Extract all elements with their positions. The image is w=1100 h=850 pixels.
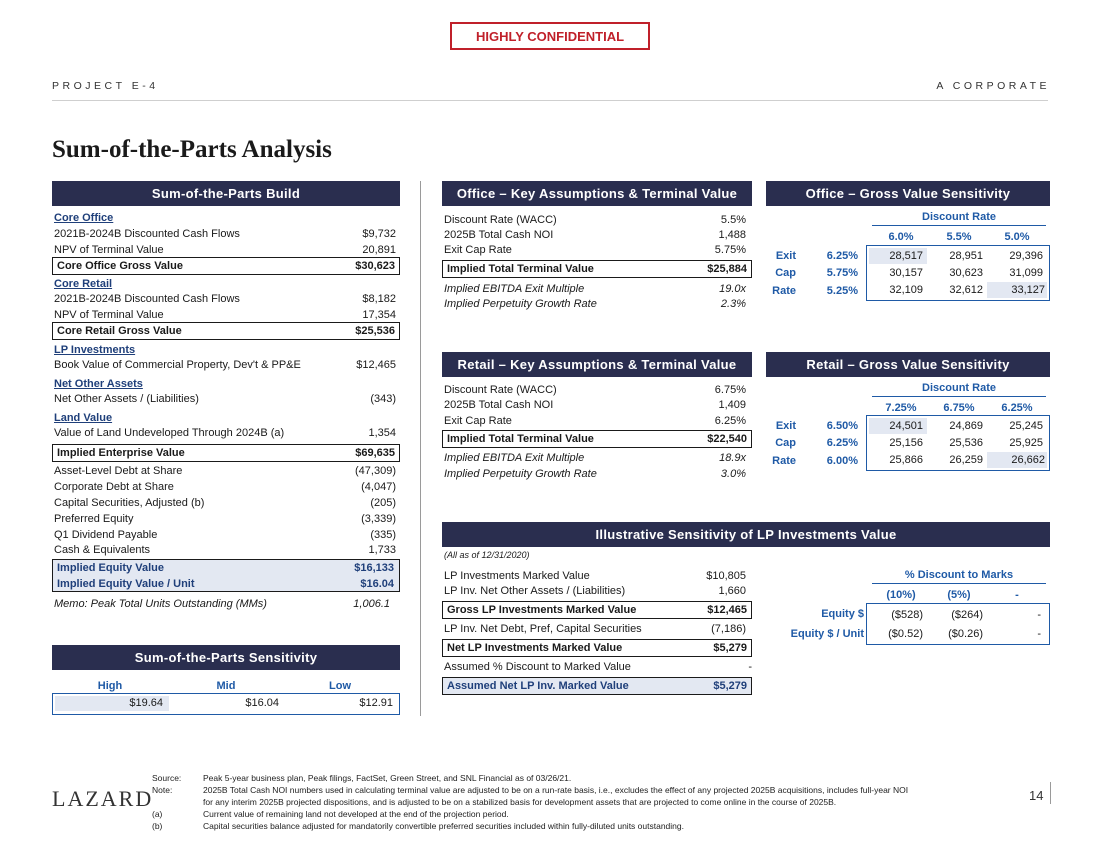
- page-number: 14: [1029, 788, 1044, 803]
- retail-sens-row-label: Rate: [772, 455, 796, 467]
- list-item: Implied Perpetuity Growth Rate 2.3%: [444, 298, 746, 310]
- retail-sens-rate: 6.25%: [826, 437, 858, 449]
- retail-sens-cell: 25,536: [949, 437, 983, 449]
- footnote-key: (a): [152, 809, 163, 819]
- lp-discount-grid: [866, 603, 1050, 645]
- retail-sens-rate: 6.00%: [826, 455, 858, 467]
- confidential-banner: HIGHLY CONFIDENTIAL: [450, 22, 650, 50]
- office-sens-rate: 5.75%: [826, 267, 858, 279]
- office-sens-cell: 33,127: [987, 282, 1047, 298]
- office-sens-row-label: Rate: [772, 285, 796, 297]
- sotp-sens-mid-value: $16.04: [245, 697, 279, 709]
- page-title: Sum-of-the-Parts Analysis: [52, 136, 332, 163]
- lp-discount-row-label: Equity $: [821, 608, 864, 620]
- retail-sens-grid: [866, 415, 1050, 471]
- footnote-text: 2025B Total Cash NOI numbers used in calculating terminal value are adjusted to be on a run-rate basis, i.e., excludes the effect of any projected 2025B acquisitions, includes full-year NOI: [203, 785, 909, 795]
- list-item: NPV of Terminal Value 17,354: [54, 309, 396, 321]
- sotp-sens-grid: [52, 693, 400, 715]
- office-sensitivity-heading: Office – Gross Value Sensitivity: [766, 181, 1050, 206]
- lp-net-total: Net LP Investments Marked Value $5,279: [442, 639, 752, 657]
- lp-discount-cell: -: [1037, 609, 1041, 621]
- list-item: Corporate Debt at Share (4,047): [54, 481, 396, 493]
- list-item: Asset-Level Debt at Share (47,309): [54, 465, 396, 477]
- list-item: Preferred Equity (3,339): [54, 513, 396, 525]
- retail-sens-rule: [872, 396, 1046, 397]
- equity-per-unit-row: Implied Equity Value / Unit $16.04: [57, 578, 394, 590]
- office-terminal-total: Implied Total Terminal Value $25,884: [442, 260, 752, 278]
- list-item: 2021B-2024B Discounted Cash Flows $9,732: [54, 228, 396, 240]
- sotp-sens-col-mid: Mid: [216, 680, 236, 692]
- memo-row: Memo: Peak Total Units Outstanding (MMs) 1,006.1: [54, 598, 390, 610]
- retail-sensitivity-heading: Retail – Gross Value Sensitivity: [766, 352, 1050, 377]
- list-item: Cash & Equivalents 1,733: [54, 544, 396, 556]
- net-other-assets-label: Net Other Assets: [54, 378, 143, 390]
- list-item: 2025B Total Cash NOI 1,488: [444, 229, 746, 241]
- office-sens-cell: 31,099: [1009, 267, 1043, 279]
- retail-sens-col-header: Discount Rate: [922, 382, 996, 394]
- equity-value-box: [52, 559, 400, 592]
- retail-sens-col: 7.25%: [885, 402, 917, 414]
- list-item: Q1 Dividend Payable (335): [54, 529, 396, 541]
- core-office-total: Core Office Gross Value $30,623: [52, 257, 400, 275]
- lp-discount-col: (10%): [886, 589, 916, 601]
- list-item: Book Value of Commercial Property, Dev't & PP&E $12,465: [54, 359, 396, 371]
- enterprise-value-total: Implied Enterprise Value $69,635: [52, 444, 400, 462]
- lp-assumed-total: Assumed Net LP Inv. Marked Value $5,279: [442, 677, 752, 695]
- page-number-divider: [1050, 782, 1051, 804]
- lp-discount-row-label: Equity $ / Unit: [790, 628, 864, 640]
- lp-discount-rule: [872, 583, 1046, 584]
- office-sens-rule: [872, 225, 1046, 226]
- column-divider: [420, 181, 421, 716]
- lp-discount-col: (5%): [947, 589, 971, 601]
- office-sens-cell: 28,517: [869, 248, 927, 264]
- retail-terminal-total: Implied Total Terminal Value $22,540: [442, 430, 752, 448]
- retail-sens-row-label: Cap: [775, 437, 796, 449]
- sotp-sensitivity-heading: Sum-of-the-Parts Sensitivity: [52, 645, 400, 670]
- list-item: 2025B Total Cash NOI 1,409: [444, 399, 746, 411]
- lp-discount-cell: -: [1037, 628, 1041, 640]
- office-sens-col: 6.0%: [888, 231, 914, 243]
- retail-sens-cell: 24,869: [949, 420, 983, 432]
- retail-sens-cell: 25,245: [1009, 420, 1043, 432]
- lp-gross-total: Gross LP Investments Marked Value $12,465: [442, 601, 752, 619]
- office-sens-row-label: Exit: [775, 250, 796, 262]
- list-item: LP Investments Marked Value $10,805: [444, 570, 746, 582]
- list-item: LP Inv. Net Debt, Pref, Capital Securities (7,186): [444, 623, 746, 635]
- retail-sens-row-label: Exit: [775, 420, 796, 432]
- office-sens-cell: 30,623: [949, 267, 983, 279]
- office-sens-cell: 32,612: [949, 284, 983, 296]
- company-name: A CORPORATE: [936, 80, 1050, 92]
- retail-assumptions-heading: Retail – Key Assumptions & Terminal Value: [442, 352, 752, 377]
- footnote-text: Peak 5-year business plan, Peak filings, FactSet, Green Street, and SNL Financial as of 03/26/21.: [203, 773, 572, 783]
- core-retail-total: Core Retail Gross Value $25,536: [52, 322, 400, 340]
- office-sens-rate: 6.25%: [826, 250, 858, 262]
- retail-sens-cell: 26,662: [987, 452, 1047, 468]
- sotp-sens-col-high: High: [97, 680, 123, 692]
- office-sens-row-label: Cap: [775, 267, 796, 279]
- lazard-logo: LAZARD: [52, 786, 154, 811]
- list-item: Net Other Assets / (Liabilities) (343): [54, 393, 396, 405]
- lp-discount-cell: ($528): [891, 609, 923, 621]
- office-sens-rate: 5.25%: [826, 285, 858, 297]
- retail-sens-col: 6.25%: [1001, 402, 1033, 414]
- lp-sensitivity-heading: Illustrative Sensitivity of LP Investments Value: [442, 522, 1050, 547]
- list-item: Implied EBITDA Exit Multiple 18.9x: [444, 452, 746, 464]
- lp-as-of: (All as of 12/31/2020): [444, 550, 530, 560]
- list-item: Assumed % Discount to Marked Value -: [444, 661, 752, 673]
- office-sens-grid: [866, 245, 1050, 301]
- sotp-sens-low-value: $12.91: [359, 697, 393, 709]
- equity-value-row: Implied Equity Value $16,133: [57, 562, 394, 574]
- list-item: Capital Securities, Adjusted (b) (205): [54, 497, 396, 509]
- list-item: Exit Cap Rate 5.75%: [444, 244, 746, 256]
- lp-discount-cell: ($0.26): [948, 628, 983, 640]
- footnote-key: (b): [152, 821, 163, 831]
- footnote-text: Capital securities balance adjusted for mandatorily convertible preferred securities included within fully-diluted units outstanding.: [203, 821, 684, 831]
- retail-sens-cell: 25,866: [889, 454, 923, 466]
- list-item: 2021B-2024B Discounted Cash Flows $8,182: [54, 293, 396, 305]
- list-item: NPV of Terminal Value 20,891: [54, 244, 396, 256]
- header-rule: [52, 100, 1048, 101]
- list-item: Discount Rate (WACC) 5.5%: [444, 214, 746, 226]
- footnote-key: Note:: [152, 785, 173, 795]
- sotp-sens-col-low: Low: [329, 680, 351, 692]
- retail-sens-cell: 25,925: [1009, 437, 1043, 449]
- office-assumptions-heading: Office – Key Assumptions & Terminal Value: [442, 181, 752, 206]
- office-sens-col-header: Discount Rate: [922, 211, 996, 223]
- office-sens-cell: 29,396: [1009, 250, 1043, 262]
- retail-sens-cell: 26,259: [949, 454, 983, 466]
- retail-sens-cell: 25,156: [889, 437, 923, 449]
- retail-sens-col: 6.75%: [943, 402, 975, 414]
- office-sens-cell: 32,109: [889, 284, 923, 296]
- list-item: Implied Perpetuity Growth Rate 3.0%: [444, 468, 746, 480]
- lp-investments-label: LP Investments: [54, 344, 136, 356]
- project-name: PROJECT E-4: [52, 80, 159, 92]
- lp-discount-header: % Discount to Marks: [904, 569, 1014, 581]
- lp-discount-col: -: [1015, 589, 1019, 601]
- core-office-label: Core Office: [54, 212, 114, 224]
- lp-discount-cell: ($264): [951, 609, 983, 621]
- footnote-text: Current value of remaining land not developed at the end of the projection period.: [203, 809, 509, 819]
- office-sens-cell: 28,951: [949, 250, 983, 262]
- list-item: LP Inv. Net Other Assets / (Liabilities) 1,660: [444, 585, 746, 597]
- list-item: Exit Cap Rate 6.25%: [444, 415, 746, 427]
- land-value-label: Land Value: [54, 412, 113, 424]
- list-item: Implied EBITDA Exit Multiple 19.0x: [444, 283, 746, 295]
- office-sens-col: 5.0%: [1004, 231, 1030, 243]
- office-sens-cell: 30,157: [889, 267, 923, 279]
- footnote-text: for any interim 2025B projected dispositions, and is adjusted to be on a stabilized basis for development assets that are projected to come online in the course of 2025B.: [203, 797, 837, 807]
- lp-discount-cell: ($0.52): [888, 628, 923, 640]
- retail-sens-rate: 6.50%: [826, 420, 858, 432]
- retail-sens-cell: 24,501: [869, 418, 927, 434]
- sotp-build-heading: Sum-of-the-Parts Build: [52, 181, 400, 206]
- office-sens-col: 5.5%: [946, 231, 972, 243]
- core-retail-label: Core Retail: [54, 278, 113, 290]
- sotp-sens-high-value: $19.64: [55, 696, 169, 711]
- footnote-key: Source:: [152, 773, 182, 783]
- list-item: Value of Land Undeveloped Through 2024B (a) 1,354: [54, 427, 396, 439]
- list-item: Discount Rate (WACC) 6.75%: [444, 384, 746, 396]
